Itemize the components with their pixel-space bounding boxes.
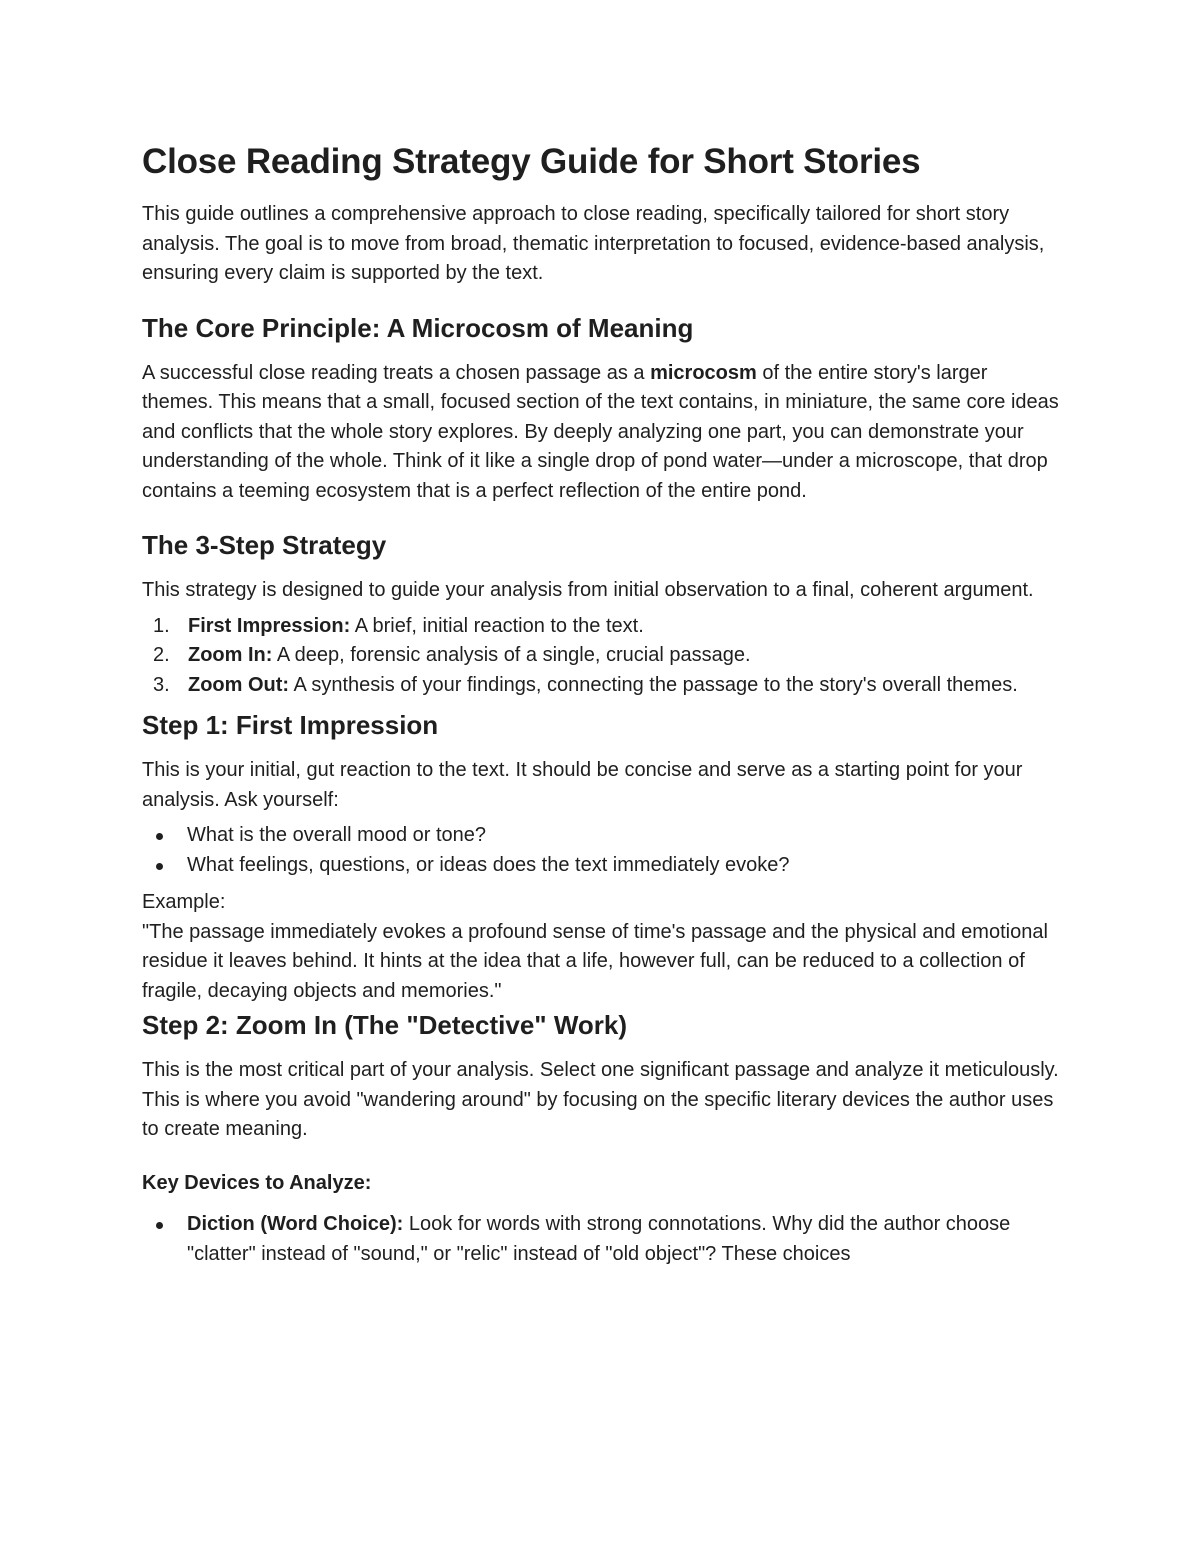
bullet-icon — [156, 863, 163, 870]
step-text: A brief, initial reaction to the text. — [350, 614, 644, 637]
device-text: Look for words with strong connotations. Why did the author choose "clatter" instead of "sound," or "relic" instead of "old object"? These choices — [187, 1213, 1011, 1265]
step-text: A deep, forensic analysis of a single, crucial passage. — [272, 644, 751, 666]
question-text: What is the overall mood or tone? — [187, 824, 487, 846]
document-page — [142, 140, 1062, 1277]
list-item — [142, 1210, 1062, 1269]
core-principle-paragraph — [142, 359, 1062, 507]
key-devices-label: Key Devices to Analyze: — [142, 1171, 372, 1194]
strategy-steps-list — [142, 612, 1062, 701]
step2-heading: Step 2: Zoom In (The "Detective" Work) — [142, 1010, 628, 1040]
question-text: What feelings, questions, or ideas does the text immediately evoke? — [187, 853, 790, 876]
step-text: A synthesis of your findings, connecting the passage to the story's overall themes. — [289, 673, 1018, 696]
step-label: First Impression: — [188, 614, 351, 637]
step1-heading: Step 1: First Impression — [142, 710, 439, 740]
list-number: 3. — [153, 673, 170, 696]
list-item — [142, 641, 1062, 671]
list-item — [142, 821, 1062, 851]
list-item — [142, 612, 1062, 642]
bullet-icon — [156, 1222, 163, 1229]
step2-paragraph: This is the most critical part of your analysis. Select one significant passage and analyze it meticulously. This is where you avoid "wandering around" by focusing on the specific literary devices the author uses to create meaning. — [142, 1059, 1059, 1140]
step-label: Zoom Out: — [188, 673, 290, 696]
list-item — [142, 851, 1062, 881]
core-principle-heading: The Core Principle: A Microcosm of Meaning — [142, 312, 694, 343]
device-label: Diction (Word Choice): — [187, 1213, 404, 1235]
step1-questions-list — [142, 821, 1062, 880]
list-item — [142, 671, 1062, 701]
intro-paragraph: This guide outlines a comprehensive approach to close reading, specifically tailored for short story analysis. The goal is to move from broad, thematic interpretation to focused, evidence-based analysis, ensuring every claim is supported by the text. — [142, 203, 1045, 284]
example-text: "The passage immediately evokes a profound sense of time's passage and the physical and emotional residue it leaves behind. It hints at the idea that a life, however full, can be reduced to a collection of fragile, decaying objects and memories." — [142, 920, 1048, 1002]
step1-paragraph: This is your initial, gut reaction to the text. It should be concise and serve as a starting point for your analysis. Ask yourself: — [142, 759, 1023, 811]
strategy-paragraph: This strategy is designed to guide your analysis from initial observation to a final, coherent argument. — [142, 579, 1034, 601]
core-text-after: of the entire story's larger themes. This means that a small, focused section of the text contains, in miniature, the same core ideas and conflicts that the whole story explores. By deeply analyzing one part, you can demonstrate your understanding of the whole. Think of it like a single drop of pond water—under a microscope, that drop contains a teeming ecosystem that is a perfect reflection of the entire pond. — [142, 361, 1059, 502]
list-number: 2. — [153, 644, 170, 666]
strategy-heading: The 3-Step Strategy — [142, 530, 387, 560]
core-text-before: A successful close reading treats a chosen passage as a — [142, 361, 651, 384]
step-label: Zoom In: — [188, 644, 273, 666]
core-bold-term: microcosm — [650, 361, 757, 384]
list-number: 1. — [153, 614, 170, 637]
devices-list — [142, 1210, 1062, 1269]
example-label: Example: — [142, 891, 226, 913]
example-block — [142, 888, 1062, 1006]
page-title: Close Reading Strategy Guide for Short Stories — [142, 142, 921, 181]
bullet-icon — [156, 833, 163, 840]
